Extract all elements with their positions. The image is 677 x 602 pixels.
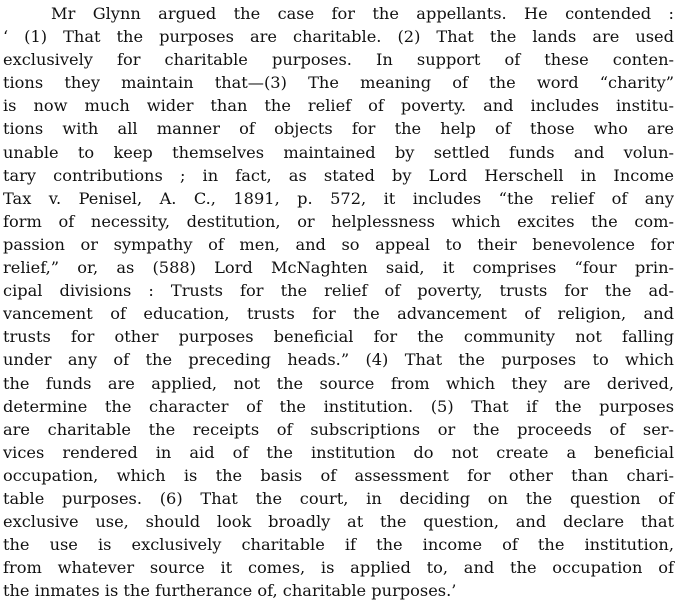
text-line: Mr Glynn argued the case for the appellants. He contended : xyxy=(51,4,674,23)
text-line: table purposes. (6) That the court, in deciding on the question of xyxy=(3,488,674,508)
text-line: trusts for other purposes beneficial for the community not falling xyxy=(3,327,674,347)
text-line: is now much wider than the relief of poverty. and includes institu- xyxy=(3,96,674,116)
text-line: under any of the preceding heads.” (4) That the purposes to which xyxy=(3,350,674,370)
text-line: Tax v. Penisel, A. C., 1891, p. 572, it includes “the relief of any xyxy=(3,188,674,208)
text-line: from whatever source it comes, is applied to, and the occupation of xyxy=(3,558,674,578)
text-line: the funds are applied, not the source from which they are derived, xyxy=(3,373,674,393)
text-line: unable to keep themselves maintained by settled funds and volun- xyxy=(3,142,674,162)
text-line: exclusively for charitable purposes. In support of these conten- xyxy=(3,50,674,70)
text-line: ‘ (1) That the purposes are charitable. (2) That the lands are used xyxy=(3,27,674,47)
text-line: determine the character of the institution. (5) That if the purposes xyxy=(3,396,674,416)
text-line: tions they maintain that—(3) The meaning of the word “charity” xyxy=(3,73,674,93)
text-line: passion or sympathy of men, and so appeal to their benevolence for xyxy=(3,234,674,254)
text-line: vices rendered in aid of the institution do not create a beneficial xyxy=(3,442,674,462)
text-line: form of necessity, destitution, or helplessness which excites the com- xyxy=(3,211,674,231)
text-line: the use is exclusively charitable if the income of the institution, xyxy=(3,535,674,555)
text-line: vancement of education, trusts for the advancement of religion, and xyxy=(3,304,674,324)
body-text xyxy=(3,2,674,602)
text-line: are charitable the receipts of subscriptions or the proceeds of ser- xyxy=(3,419,674,439)
text-line: the inmates is the furtherance of, charitable purposes.’ xyxy=(3,581,457,601)
text-line: tary contributions ; in fact, as stated by Lord Herschell in Income xyxy=(3,165,674,185)
text-line: relief,” or, as (588) Lord McNaghten said, it comprises “four prin- xyxy=(3,258,674,278)
text-line: exclusive use, should look broadly at the question, and declare that xyxy=(3,512,674,532)
text-line: cipal divisions : Trusts for the relief of poverty, trusts for the ad- xyxy=(3,281,674,301)
text-line: tions with all manner of objects for the help of those who are xyxy=(3,119,674,139)
text-line: occupation, which is the basis of assessment for other than chari- xyxy=(3,465,674,485)
